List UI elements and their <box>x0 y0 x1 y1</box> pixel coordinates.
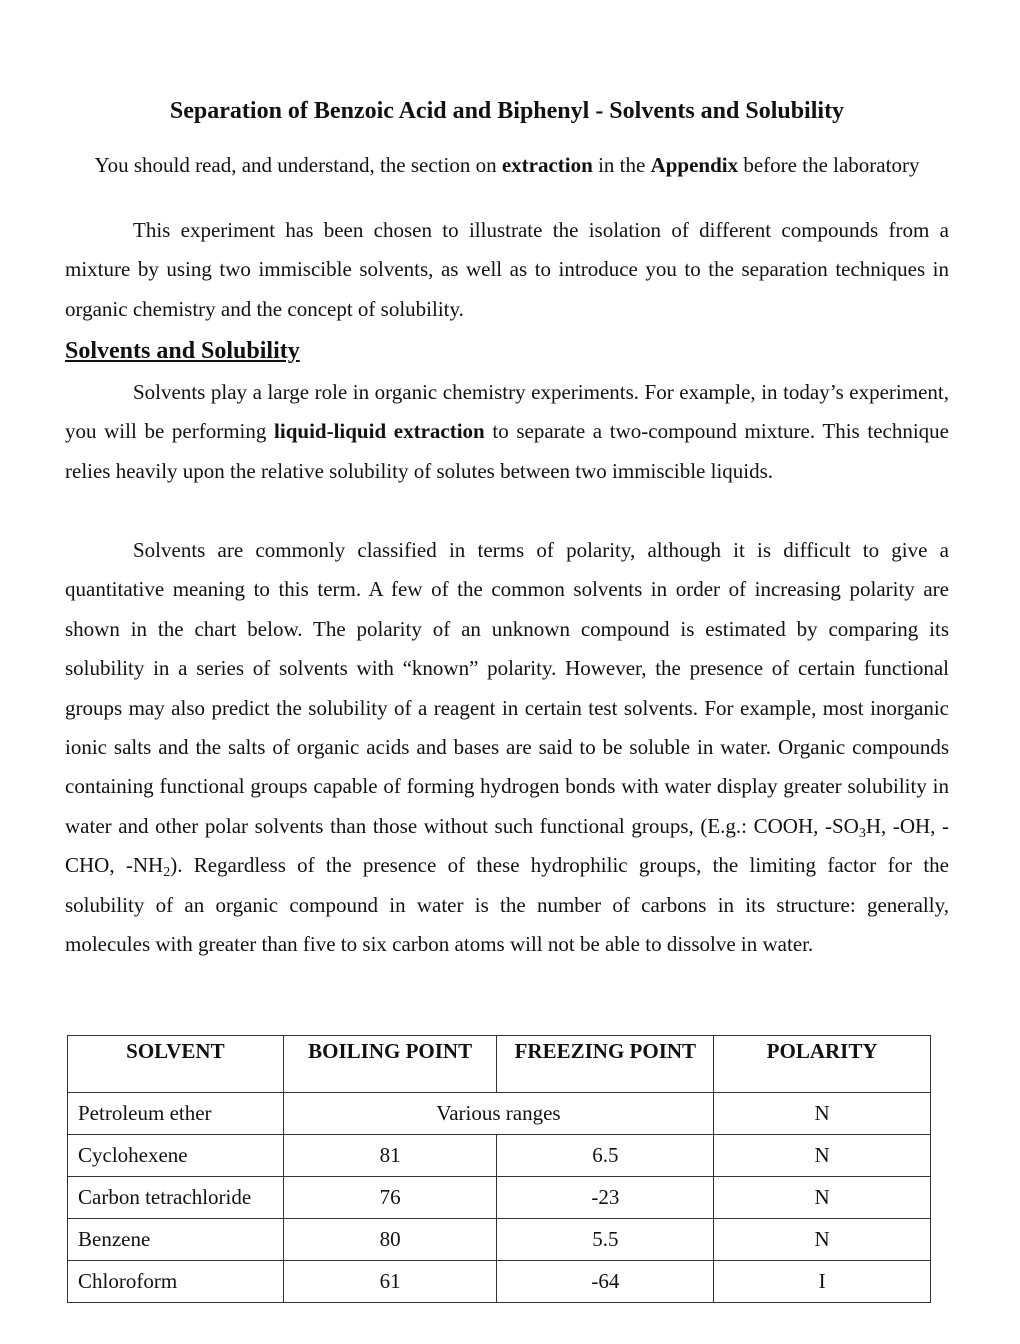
polarity-value: N <box>714 1093 931 1135</box>
notice-text-2: in the <box>592 153 651 177</box>
para1-text-2: to separate a two-compound mixture. This technique relies heavily upon the relative solubility of solutes between two immiscible liquids. <box>65 419 949 483</box>
table-row <box>68 1093 931 1135</box>
intro-paragraph <box>65 211 949 329</box>
para2-subscript-3: 3 <box>858 825 866 841</box>
table-row <box>68 1261 931 1303</box>
para2-text-2: H, -OH, -CHO, -NH <box>65 813 949 878</box>
header-polarity: POLARITY <box>714 1036 931 1093</box>
freezing-point-value: 6.5 <box>497 1135 714 1177</box>
notice-text-3: before the laboratory <box>738 153 920 177</box>
para1-bold-term: liquid-liquid extraction <box>274 419 485 444</box>
polarity-value: I <box>714 1261 931 1303</box>
solvents-paragraph-1 <box>65 373 949 491</box>
solvent-name: Petroleum ether <box>68 1093 284 1135</box>
appendix-notice <box>85 152 929 179</box>
notice-bold-appendix: Appendix <box>650 153 739 177</box>
intro-text: This experiment has been chosen to illustrate the isolation of different compounds from a mixture by using two immiscible solvents, as well as to introduce you to the separation techniques in organic chemistry and the concept of solubility. <box>65 218 949 321</box>
polarity-value: N <box>714 1219 931 1261</box>
solvent-name: Benzene <box>68 1219 284 1261</box>
para2-subscript-2: 2 <box>163 865 171 881</box>
solvent-name: Chloroform <box>68 1261 284 1303</box>
solvent-name: Cyclohexene <box>68 1135 284 1177</box>
table-row <box>68 1177 931 1219</box>
document-title: Separation of Benzoic Acid and Biphenyl - Solvents and Solubility <box>169 98 845 124</box>
freezing-point-value: -23 <box>497 1177 714 1219</box>
notice-bold-extraction: extraction <box>501 153 593 177</box>
notice-text-1: You should read, and understand, the section on <box>94 153 502 177</box>
various-ranges-cell: Various ranges <box>283 1093 713 1135</box>
freezing-point-value: 5.5 <box>497 1219 714 1261</box>
header-solvent: SOLVENT <box>68 1036 284 1093</box>
boiling-point-value: 80 <box>283 1219 497 1261</box>
solvent-name: Carbon tetrachloride <box>68 1177 284 1219</box>
section-heading: Solvents and Solubility <box>65 338 300 364</box>
solvent-table <box>67 1035 931 1303</box>
table-row <box>68 1219 931 1261</box>
polarity-value: N <box>714 1135 931 1177</box>
solvents-paragraph-2 <box>65 531 949 964</box>
para2-text-1: Solvents are commonly classified in terms of polarity, although it is difficult to give a quantitative meaning to this term. A few of the common solvents in order of increasing polarity are shown in the chart below. The polarity of an unknown compound is estimated by comparing its solubility in a series of solvents with “known” polarity. However, the presence of certain functional groups may also predict the solubility of a reagent in certain test solvents. For example, most inorganic ionic salts and the salts of organic acids and bases are said to be soluble in water. Organic compounds containing functional groups capable of forming hydrogen bonds with water display greater solubility in water and other polar solvents than those without such functional groups, (E.g.: COOH, -SO <box>65 538 949 838</box>
table-header-row <box>68 1036 931 1093</box>
boiling-point-value: 61 <box>283 1261 497 1303</box>
boiling-point-value: 76 <box>283 1177 497 1219</box>
freezing-point-value: -64 <box>497 1261 714 1303</box>
header-freezing-point: FREEZING POINT <box>497 1036 714 1093</box>
boiling-point-value: 81 <box>283 1135 497 1177</box>
table-row <box>68 1135 931 1177</box>
header-boiling-point: BOILING POINT <box>283 1036 497 1093</box>
para1-text-1: Solvents play a large role in organic chemistry experiments. For example, in today’s experiment, you will be performing <box>65 380 949 444</box>
polarity-value: N <box>714 1177 931 1219</box>
para2-text-3: ). Regardless of the presence of these hydrophilic groups, the limiting factor for the solubility of an organic compound in water is the number of carbons in its structure: generally, molecules with greater than five to six carbon atoms will not be able to dissolve in water. <box>65 853 949 957</box>
